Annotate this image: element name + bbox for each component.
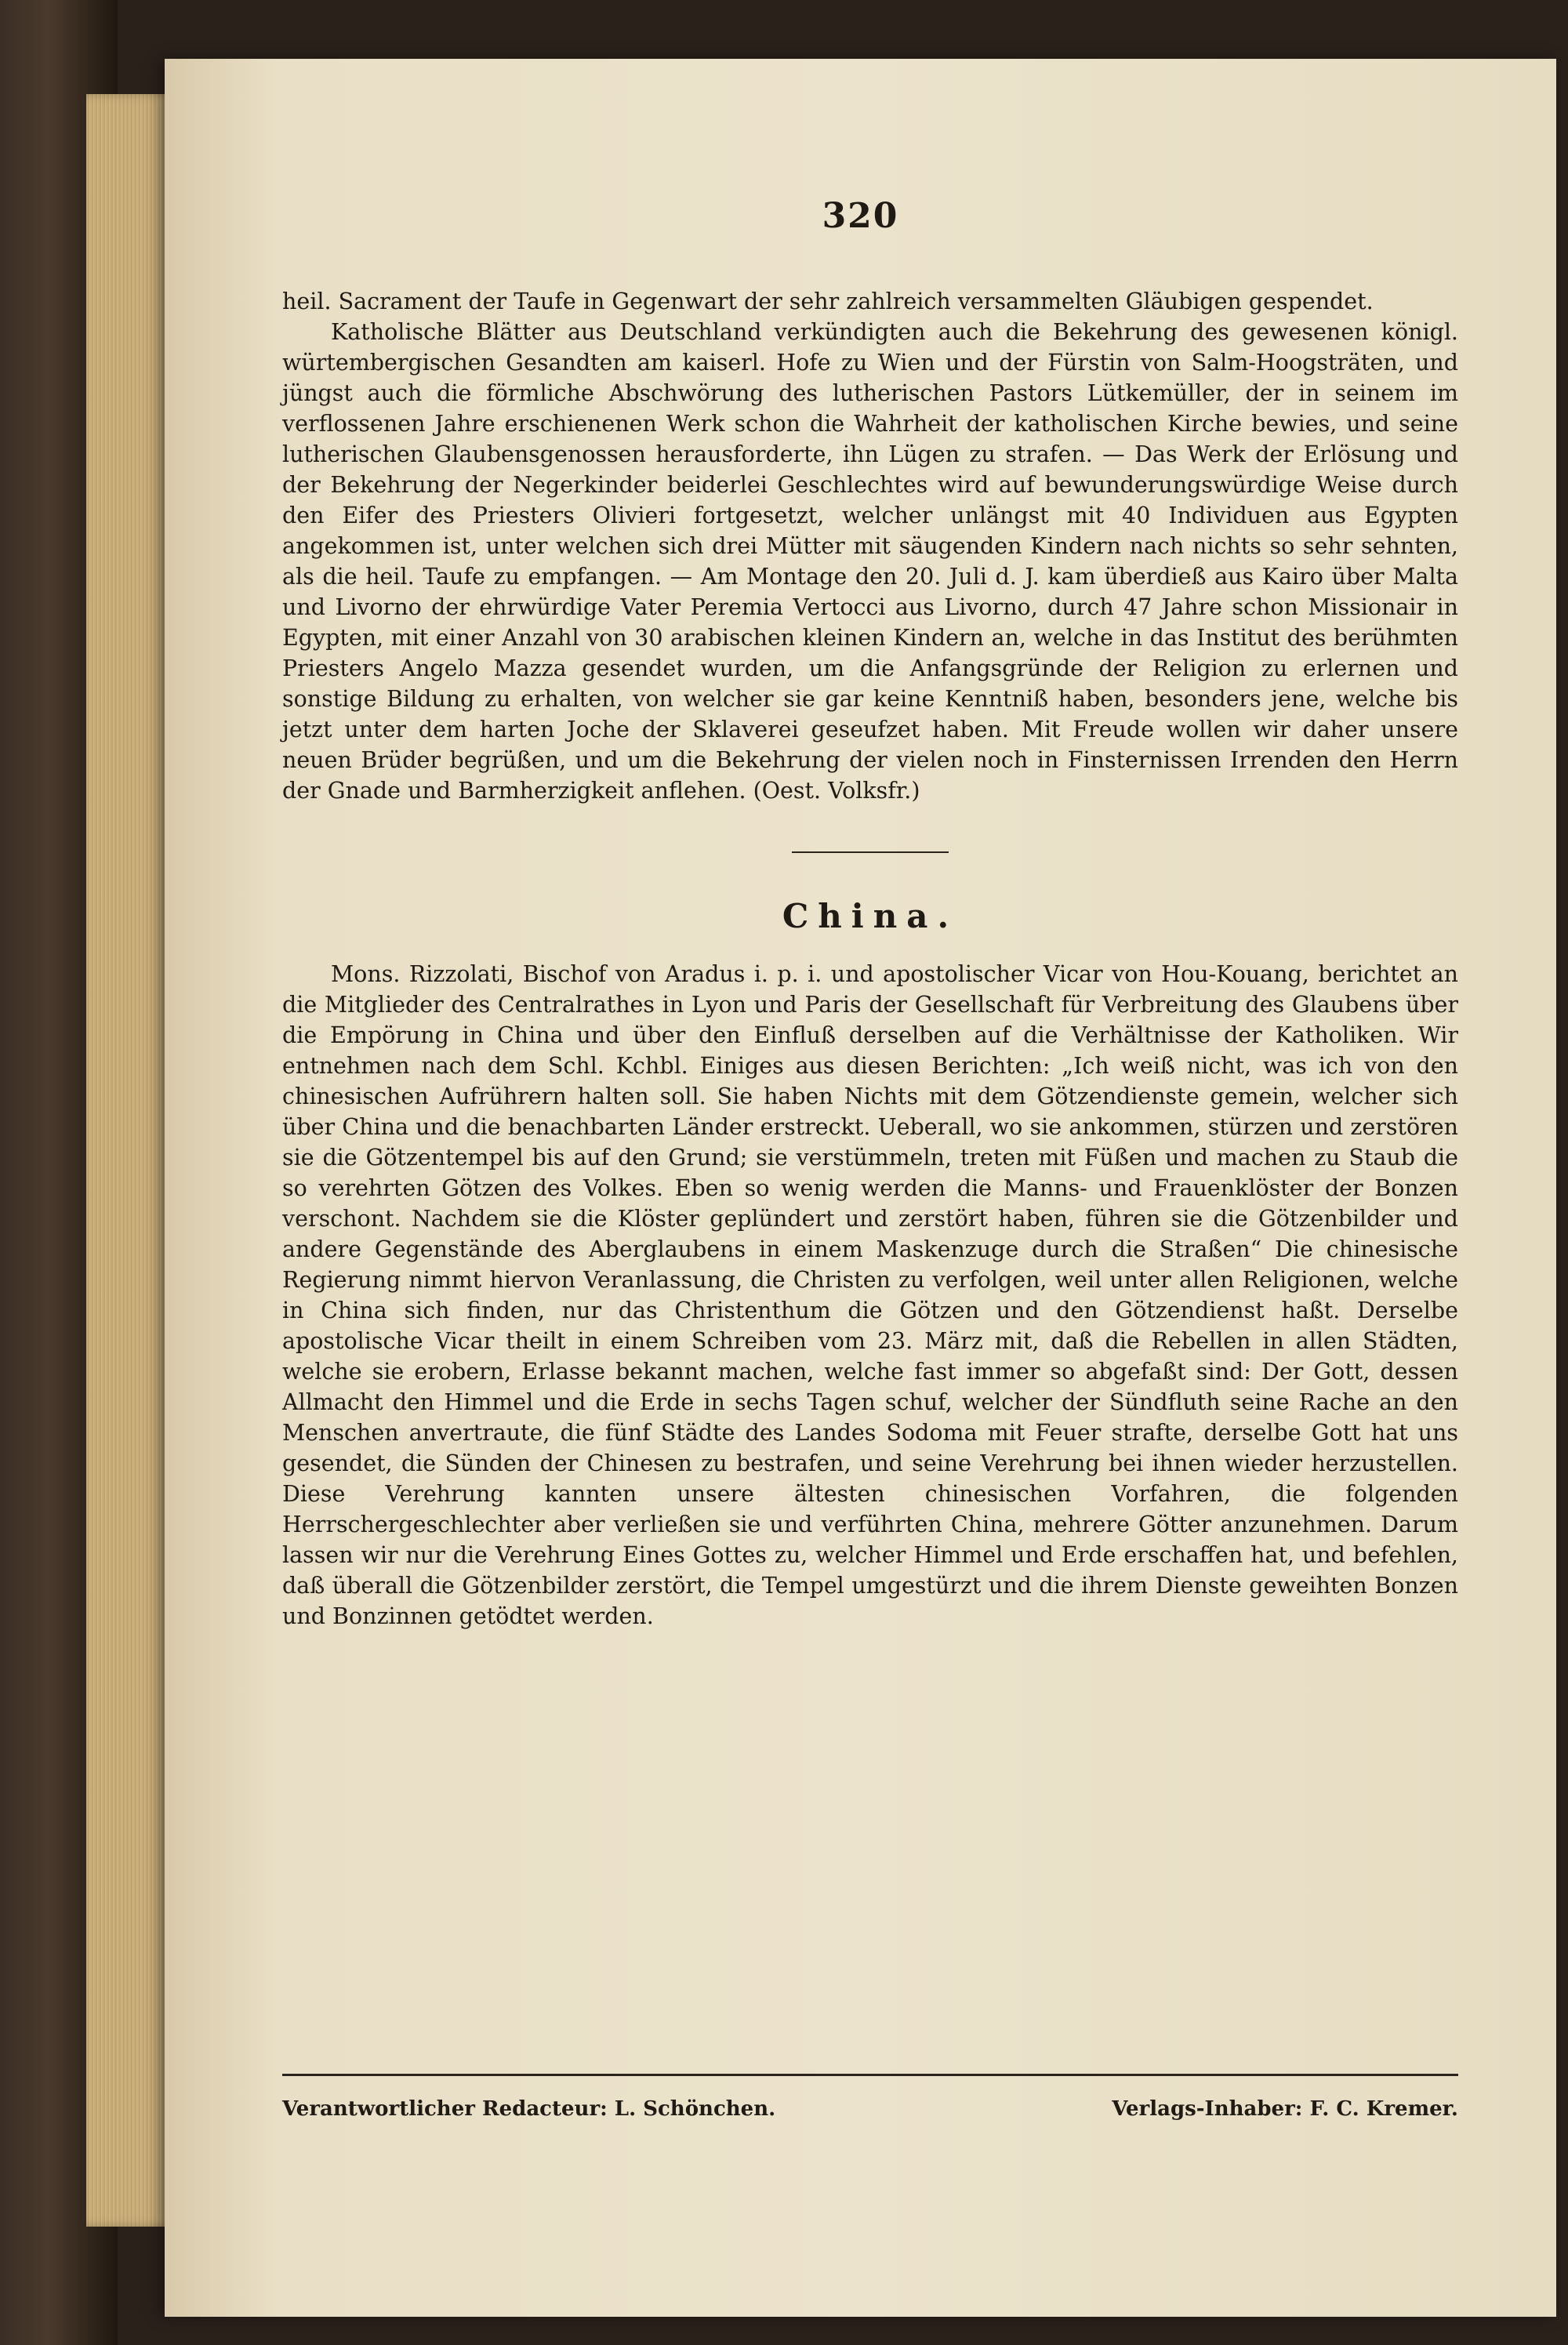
footer-publisher: Verlags-Inhaber: F. C. Kremer. xyxy=(1112,2097,1458,2121)
paragraph-continuation: heil. Sacrament der Taufe in Gegenwart der sehr zahlreich versammelten Gläubigen gespendet. xyxy=(282,289,1374,314)
page-number: 320 xyxy=(822,196,899,236)
book-page xyxy=(165,59,1556,2317)
paragraph-china-report: Mons. Rizzolati, Bischof von Aradus i. p. i. und apostolischer Vicar von Hou-Kouang, berichtet an die Mitglieder des Centralrathes in Lyon und Paris der Gesellschaft für Verbreitung des Glaubens über die Empörung in China und über den Einfluß derselben auf die Verhältnisse der Katholiken. Wir entnehmen nach dem Schl. Kchbl. Einiges aus diesen Berichten: „Ich weiß nicht, was ich von den chinesischen Aufrührern halten soll. Sie haben Nichts mit dem Götzendienste gemein, welcher sich über China und die benachbarten Länder erstreckt. Ueberall, wo sie ankommen, stürzen und zerstören sie die Götzentempel bis auf den Grund; sie verstümmeln, treten mit Füßen und machen zu Staub die so verehrten Götzen des Volkes. Eben so wenig werden die Manns- und Frauenklöster der Bonzen verschont. Nachdem sie die Klöster geplündert und zerstört haben, führen sie die Götzenbilder und andere Gegenstände des Aberglaubens in einem Maskenzuge durch die Straßen“ Die chinesische Regierung nimmt hiervon Veranlassung, die Christen zu verfolgen, weil unter allen Religionen, welche in China sich finden, nur das Christenthum die Götzen und den Götzendienst haßt. Derselbe apostolische Vicar theilt in einem Schreiben vom 23. März mit, daß die Rebellen in allen Städten, welche sie erobern, Erlasse bekannt machen, welche fast immer so abgefaßt sind: Der Gott, dessen Allmacht den Himmel und die Erde in sechs Tagen schuf, welcher der Sündfluth seine Rache an den Menschen anvertraute, die fünf Städte des Landes Sodoma mit Feuer strafte, derselbe Gott hat uns gesendet, die Sünden der Chinesen zu bestrafen, und seine Verehrung bei ihnen wieder herzustellen. Diese Verehrung kannten unsere ältesten chinesischen Vorfahren, die folgenden Herrschergeschlechter aber verließen sie und verführten China, mehrere Götter anzunehmen. Darum lassen wir nur die Verehrung Eines Gottes zu, welcher Himmel und Erde erschaffen hat, und befehlen, daß überall die Götzenbilder zerstört, die Tempel umgestürzt und die ihrem Dienste geweihten Bonzen und Bonzinnen getödtet werden. xyxy=(282,961,1458,1629)
page-content xyxy=(282,286,1458,1632)
section-heading: China. xyxy=(782,897,959,935)
page-edges xyxy=(86,94,172,2227)
footer-divider xyxy=(282,2074,1458,2076)
footer-editor: Verantwortlicher Redacteur: L. Schönchen. xyxy=(282,2097,776,2121)
paragraph-catholic-news: Katholische Blätter aus Deutschland verkündigten auch die Bekehrung des gewesenen königl. würtembergischen Gesandten am kaiserl. Hofe zu Wien und der Fürstin von Salm-Hoogsträten, und jüngst auch die förmliche Abschwörung des lutherischen Pastors Lütkemüller, der in seinem im verflossenen Jahre erschienenen Werk schon die Wahrheit der katholischen Kirche bewies, und seine lutherischen Glaubensgenossen herausforderte, ihn Lügen zu strafen. — Das Werk der Erlösung und der Bekehrung der Negerkinder beiderlei Geschlechtes wird auf bewunderungswürdige Weise durch den Eifer des Priesters Olivieri fortgesetzt, welcher unlängst mit 40 Individuen aus Egypten angekommen ist, unter welchen sich drei Mütter mit säugenden Kindern nach nichts so sehr sehnten, als die heil. Taufe zu empfangen. — Am Montage den 20. Juli d. J. kam überdieß aus Kairo über Malta und Livorno der ehrwürdige Vater Peremia Vertocci aus Livorno, durch 47 Jahre schon Missionair in Egypten, mit einer Anzahl von 30 arabischen kleinen Kindern an, welche in das Institut des berühmten Priesters Angelo Mazza gesendet wurden, um die Anfangsgründe der Religion zu erlernen und sonstige Bildung zu erhalten, von welcher sie gar keine Kenntniß haben, besonders jene, welche bis jetzt unter dem harten Joche der Sklaverei geseufzet haben. Mit Freude wollen wir daher unsere neuen Brüder begrüßen, und um die Bekehrung der vielen noch in Finsternissen Irrenden den Herrn der Gnade und Barmherzigkeit anflehen. (Oest. Volksfr.) xyxy=(282,319,1458,804)
section-divider xyxy=(792,851,949,853)
page-footer xyxy=(282,2097,1458,2121)
